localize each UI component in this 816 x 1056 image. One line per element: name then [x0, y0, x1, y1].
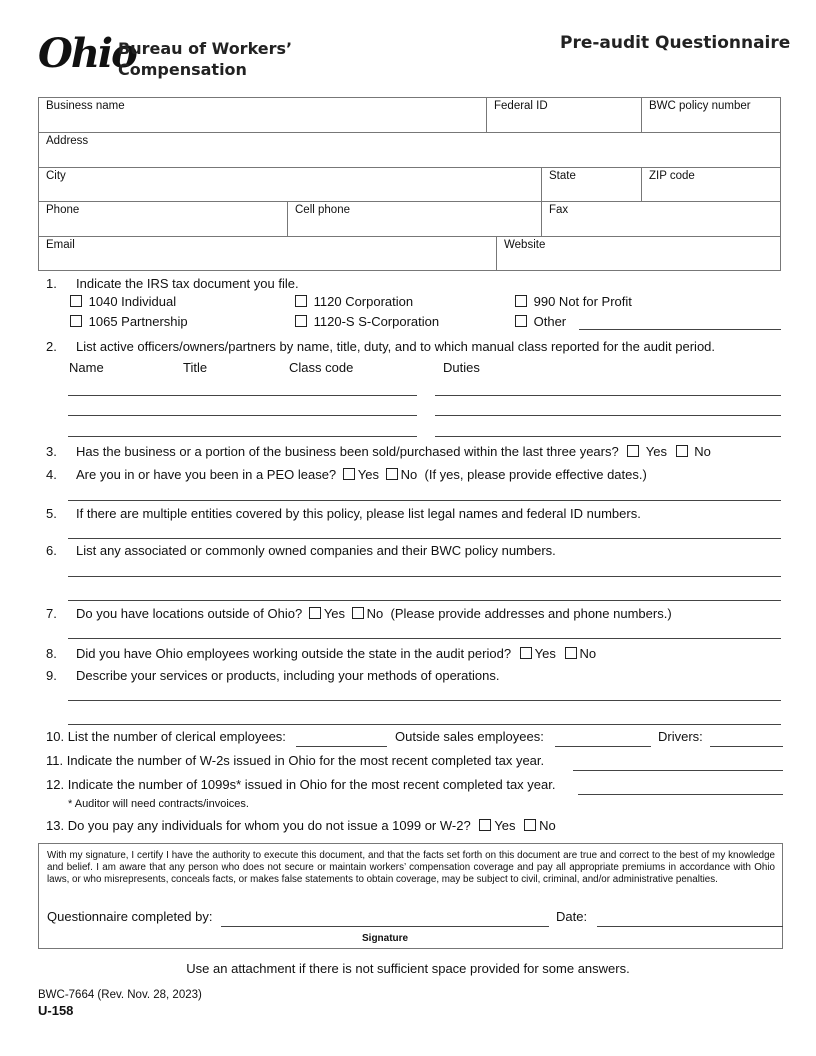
drivers-label: Drivers:: [658, 729, 703, 744]
col-class-code: Class code: [289, 360, 354, 375]
date-line[interactable]: [597, 926, 783, 927]
answer-line[interactable]: [68, 638, 781, 639]
email-field[interactable]: Email: [46, 238, 75, 251]
drivers-line[interactable]: [710, 746, 783, 747]
date-label: Date:: [556, 909, 588, 924]
clerical-count-line[interactable]: [296, 746, 387, 747]
footnote: * Auditor will need contracts/invoices.: [68, 798, 249, 810]
policy-number-field[interactable]: BWC policy number: [641, 98, 780, 132]
officer-line[interactable]: [68, 436, 417, 437]
website-field[interactable]: Website: [496, 237, 780, 270]
duties-line[interactable]: [435, 415, 781, 416]
outside-sales-line[interactable]: [555, 746, 651, 747]
checkbox[interactable]: [295, 315, 307, 327]
cell-phone-field[interactable]: Cell phone: [287, 202, 541, 235]
duties-line[interactable]: [435, 436, 781, 437]
federal-id-field[interactable]: Federal ID: [486, 98, 641, 132]
yes-checkbox[interactable]: [627, 445, 639, 457]
yes-checkbox[interactable]: [479, 819, 491, 831]
city-field[interactable]: City: [46, 169, 66, 182]
option-1065[interactable]: 1065 Partnership: [70, 314, 188, 329]
option-1120[interactable]: 1120 Corporation: [295, 294, 413, 309]
form-code: U-158: [38, 1003, 74, 1018]
phone-field[interactable]: Phone: [46, 204, 80, 217]
option-990[interactable]: 990 Not for Profit: [515, 294, 632, 309]
certification-box: [38, 843, 783, 949]
answer-line[interactable]: [68, 724, 781, 725]
checkbox[interactable]: [295, 295, 307, 307]
question-12: 12. Indicate the number of 1099s* issued in Ohio for the most recent completed tax year.: [46, 777, 556, 792]
option-other[interactable]: Other: [515, 314, 566, 329]
answer-line[interactable]: [68, 700, 781, 701]
question-10: 10. List the number of clerical employees:: [46, 729, 286, 744]
business-name-field[interactable]: Business name: [46, 100, 125, 112]
org-name: [118, 38, 292, 80]
signature-line[interactable]: [221, 926, 549, 927]
option-1120s[interactable]: 1120-S S-Corporation: [295, 314, 439, 329]
checkbox[interactable]: [515, 315, 527, 327]
question-13: 13. Do you pay any individuals for whom you do not issue a 1099 or W-2? Yes No: [46, 818, 556, 833]
question-5: 5. If there are multiple entities covered by this policy, please list legal names and federal ID numbers.: [46, 506, 641, 521]
question-7: 7. Do you have locations outside of Ohio? Yes No (Please provide addresses and phone numbers.): [46, 606, 672, 621]
answer-line[interactable]: [68, 500, 781, 501]
zip-field[interactable]: ZIP code: [641, 168, 780, 201]
page-title: Pre-audit Questionnaire: [560, 33, 791, 53]
col-name: Name: [69, 360, 104, 375]
business-info-grid: [38, 97, 781, 271]
answer-line[interactable]: [68, 600, 781, 601]
certification-text: With my signature, I certify I have the authority to execute this document, and that the facts set forth on this document are true and correct to the best of my knowledge and belief. I am aware that any person who does not secure or maintain workers’ compensation coverage and pay all appropriate premiums in accordance with Ohio laws, or who misrepresents, conceals facts, or makes false statements to obtain coverage, may be subject to civil, criminal, and/or administrative penalties.: [47, 850, 775, 885]
org-line-2: Compensation: [118, 60, 247, 79]
question-3: 3. Has the business or a portion of the business been sold/purchased within the last three years? Yes No: [46, 444, 711, 459]
state-field[interactable]: State: [541, 168, 641, 201]
question-1: 1. Indicate the IRS tax document you file.: [46, 276, 299, 291]
yes-checkbox[interactable]: [520, 647, 532, 659]
w2-count-line[interactable]: [573, 770, 783, 771]
question-11: 11. Indicate the number of W-2s issued in Ohio for the most recent completed tax year.: [46, 753, 545, 768]
other-line[interactable]: [579, 329, 781, 330]
option-1040[interactable]: 1040 Individual: [70, 294, 176, 309]
no-checkbox[interactable]: [386, 468, 398, 480]
question-2: 2. List active officers/owners/partners by name, title, duty, and to which manual class reported for the audit period.: [46, 339, 716, 354]
form-id: BWC-7664 (Rev. Nov. 28, 2023): [38, 989, 202, 1001]
officer-line[interactable]: [68, 415, 417, 416]
no-checkbox[interactable]: [565, 647, 577, 659]
question-8: 8. Did you have Ohio employees working outside the state in the audit period? Yes No: [46, 646, 597, 661]
col-title: Title: [183, 360, 208, 375]
answer-line[interactable]: [68, 576, 781, 577]
org-line-1: Bureau of Workers’: [118, 39, 293, 58]
yes-checkbox[interactable]: [309, 607, 321, 619]
no-checkbox[interactable]: [524, 819, 536, 831]
officer-line[interactable]: [68, 395, 417, 396]
question-9: 9. Describe your services or products, including your methods of operations.: [46, 668, 500, 683]
question-6: 6. List any associated or commonly owned companies and their BWC policy numbers.: [46, 543, 556, 558]
fax-field[interactable]: Fax: [541, 202, 780, 235]
1099-count-line[interactable]: [578, 794, 783, 795]
checkbox[interactable]: [70, 315, 82, 327]
checkbox[interactable]: [515, 295, 527, 307]
signature-caption: Signature: [362, 933, 409, 944]
question-4: 4. Are you in or have you been in a PEO lease? Yes No (If yes, please provide effective dates.): [46, 467, 647, 482]
address-field[interactable]: Address: [46, 135, 89, 148]
answer-line[interactable]: [68, 538, 781, 539]
ohio-logo: Ohio: [38, 30, 136, 77]
duties-line[interactable]: [435, 395, 781, 396]
outside-sales-label: Outside sales employees:: [395, 729, 544, 744]
attachment-note: Use an attachment if there is not sufficient space provided for some answers.: [186, 961, 630, 976]
col-duties: Duties: [443, 360, 480, 375]
checkbox[interactable]: [70, 295, 82, 307]
no-checkbox[interactable]: [676, 445, 688, 457]
completed-by-label: Questionnaire completed by:: [47, 909, 213, 924]
no-checkbox[interactable]: [352, 607, 364, 619]
yes-checkbox[interactable]: [343, 468, 355, 480]
